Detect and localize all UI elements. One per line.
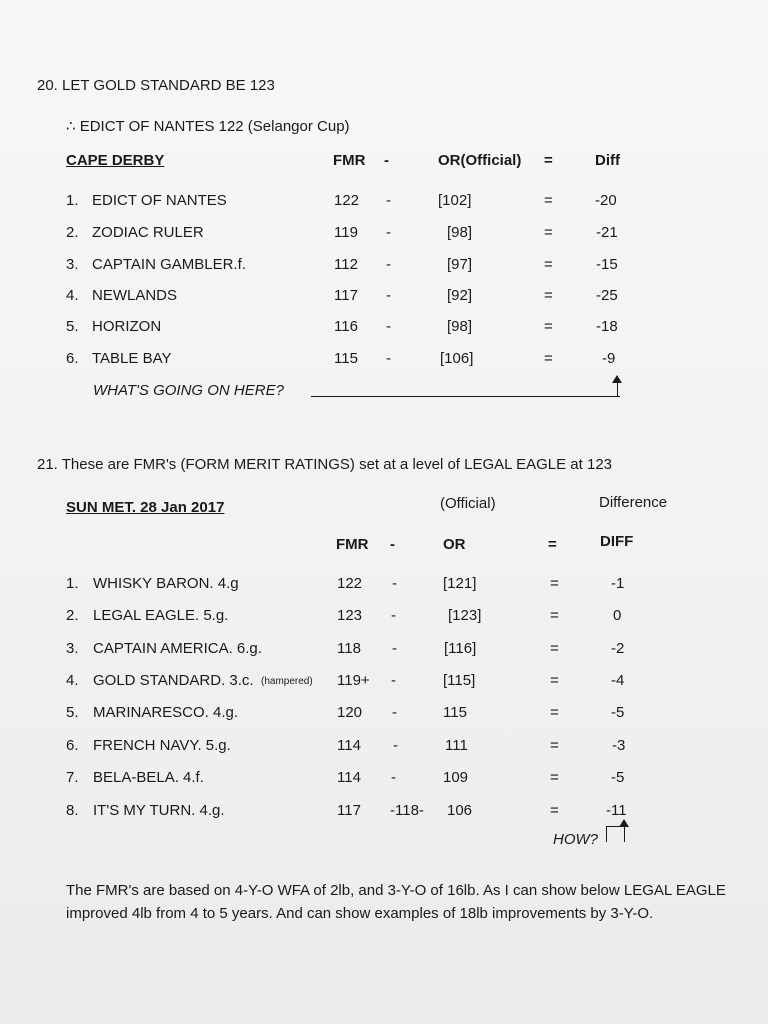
equals-sign: = — [550, 607, 559, 624]
equals-sign: = — [544, 192, 553, 209]
fmr-value: 123 — [337, 607, 363, 624]
equals-sign: = — [550, 704, 559, 721]
dash-value: - — [392, 640, 397, 657]
row-number: 6. — [66, 350, 79, 367]
difference-subheader: Difference — [599, 494, 668, 511]
row-number: 4. — [66, 672, 79, 689]
fmr-value: 117 — [337, 802, 361, 819]
what-going-on-question: WHAT'S GOING ON HERE? — [93, 382, 284, 399]
horse-name: GOLD STANDARD. 3.c. — [93, 672, 254, 689]
diff-value: 0 — [613, 607, 622, 624]
horse-name: EDICT OF NANTES — [92, 192, 227, 209]
equals-sign: = — [544, 287, 553, 304]
table-row — [0, 224, 768, 244]
col-dash-header: - — [384, 152, 389, 169]
or-value: [98] — [447, 318, 473, 335]
equals-sign: = — [544, 256, 553, 273]
dash-value: - — [386, 287, 391, 304]
horse-name: HORIZON — [92, 318, 162, 335]
horse-name: LEGAL EAGLE. 5.g. — [93, 607, 229, 624]
col-or-header-21: OR — [443, 536, 466, 553]
or-value: [106] — [440, 350, 474, 367]
dash-value: - — [391, 769, 396, 786]
dash-value: - — [391, 672, 396, 689]
row-number: 2. — [66, 224, 79, 241]
diff-value: -11 — [606, 802, 627, 819]
row-number: 1. — [66, 575, 79, 592]
col-diff-header: Diff — [595, 152, 620, 169]
diff-value: -4 — [611, 672, 625, 689]
arrow-head-icon-2 — [619, 819, 629, 827]
table-row — [0, 802, 768, 822]
row-number: 5. — [66, 318, 79, 335]
table-row — [0, 769, 768, 789]
how-question: HOW? — [553, 831, 598, 848]
dash-value: - — [392, 575, 397, 592]
fmr-value: 122 — [337, 575, 363, 592]
diff-value: -21 — [596, 224, 618, 241]
equals-sign: = — [550, 575, 559, 592]
table-row — [0, 704, 768, 724]
horse-name: TABLE BAY — [92, 350, 172, 367]
diff-value: -5 — [611, 704, 625, 721]
col-fmr-header: FMR — [333, 152, 366, 169]
table-row — [0, 737, 768, 757]
col-fmr-header-21: FMR — [336, 536, 369, 553]
equals-sign: = — [544, 318, 553, 335]
equals-sign: = — [550, 802, 559, 819]
horse-name: CAPTAIN GAMBLER.f. — [92, 256, 246, 273]
fmr-value: 114 — [337, 737, 361, 754]
or-value: [98] — [447, 224, 473, 241]
table-row — [0, 192, 768, 212]
arrow-head-icon — [612, 375, 622, 383]
dash-value: - — [386, 192, 391, 209]
equals-sign: = — [544, 224, 553, 241]
table-row — [0, 256, 768, 276]
fmr-value: 112 — [334, 256, 358, 273]
horse-name: BELA-BELA. 4.f. — [93, 769, 204, 786]
row-number: 6. — [66, 737, 79, 754]
or-value: 109 — [443, 769, 469, 786]
or-value: [92] — [447, 287, 473, 304]
equals-sign: = — [544, 350, 553, 367]
fmr-value: 119 — [334, 224, 358, 241]
table-row — [0, 287, 768, 307]
horse-name: NEWLANDS — [92, 287, 178, 304]
diff-value: -25 — [596, 287, 618, 304]
row-number: 7. — [66, 769, 79, 786]
dash-value: - — [391, 607, 396, 624]
equals-sign: = — [550, 769, 559, 786]
dash-value: - — [386, 224, 391, 241]
row-number: 5. — [66, 704, 79, 721]
col-eq-header-21: = — [548, 536, 557, 553]
diff-value: -15 — [596, 256, 618, 273]
or-value: [102] — [438, 192, 472, 209]
table-row — [0, 672, 768, 692]
or-value: 106 — [447, 802, 473, 819]
bracket-line — [311, 396, 620, 397]
arrow-tail — [606, 826, 607, 842]
fmr-value: 116 — [334, 318, 358, 335]
or-value: [121] — [443, 575, 477, 592]
footer-line-1: The FMR's are based on 4-Y-O WFA of 2lb, and 3-Y-O of 16lb. As I can show below LEGAL EAGLE — [66, 882, 726, 899]
fmr-value: 115 — [334, 350, 358, 367]
dash-value: - — [386, 350, 391, 367]
diff-value: -3 — [612, 737, 626, 754]
col-eq-header: = — [544, 152, 553, 169]
or-value: [116] — [444, 640, 477, 657]
col-diff-header-21: DIFF — [600, 533, 634, 550]
equals-sign: = — [550, 737, 559, 754]
row-note: (hampered) — [261, 676, 313, 687]
arrow-up-icon-2 — [624, 826, 625, 842]
dash-value: - — [393, 737, 398, 754]
section-20-heading: 20. LET GOLD STANDARD BE 123 — [37, 77, 275, 94]
footer-line-2: improved 4lb from 4 to 5 years. And can show examples of 18lb improvements by 3-Y-O. — [66, 905, 654, 922]
fmr-value: 120 — [337, 704, 363, 721]
sun-met-title: SUN MET. 28 Jan 2017 — [66, 499, 225, 516]
or-value: [97] — [447, 256, 473, 273]
cape-derby-title: CAPE DERBY — [66, 152, 165, 169]
row-number: 3. — [66, 640, 79, 657]
horse-name: MARINARESCO. 4.g. — [93, 704, 239, 721]
horse-name: CAPTAIN AMERICA. 6.g. — [93, 640, 262, 657]
table-row — [0, 350, 768, 370]
row-number: 4. — [66, 287, 79, 304]
row-number: 1. — [66, 192, 79, 209]
horse-name: FRENCH NAVY. 5.g. — [93, 737, 231, 754]
official-subheader: (Official) — [440, 495, 496, 512]
col-or-header: OR(Official) — [438, 152, 522, 169]
fmr-value: 118 — [337, 640, 361, 657]
table-row — [0, 575, 768, 595]
table-row — [0, 640, 768, 660]
or-value: 111 — [445, 737, 468, 754]
row-number: 2. — [66, 607, 79, 624]
diff-value: -2 — [611, 640, 625, 657]
diff-value: -9 — [602, 350, 616, 367]
or-value: 115 — [443, 704, 467, 721]
arrow-up-icon — [617, 381, 618, 396]
table-row — [0, 607, 768, 627]
or-value: [123] — [448, 607, 482, 624]
dash-value: -118- — [390, 802, 424, 819]
diff-value: -1 — [611, 575, 625, 592]
fmr-value: 114 — [337, 769, 361, 786]
horse-name: WHISKY BARON. 4.g — [93, 575, 239, 592]
table-row — [0, 318, 768, 338]
section-21-heading: 21. These are FMR's (FORM MERIT RATINGS) set at a level of LEGAL EAGLE at 123 — [37, 456, 613, 473]
diff-value: -18 — [596, 318, 618, 335]
dash-value: - — [392, 704, 397, 721]
dash-value: - — [386, 256, 391, 273]
row-number: 3. — [66, 256, 79, 273]
fmr-value: 117 — [334, 287, 358, 304]
equals-sign: = — [550, 672, 559, 689]
col-dash-header-21: - — [390, 536, 395, 553]
fmr-value: 122 — [334, 192, 360, 209]
dash-value: - — [386, 318, 391, 335]
equals-sign: = — [550, 640, 559, 657]
diff-value: -5 — [611, 769, 625, 786]
row-number: 8. — [66, 802, 79, 819]
horse-name: IT'S MY TURN. 4.g. — [93, 802, 225, 819]
horse-name: ZODIAC RULER — [92, 224, 204, 241]
therefore-line: ∴ EDICT OF NANTES 122 (Selangor Cup) — [66, 118, 350, 135]
fmr-value: 119+ — [337, 672, 370, 689]
or-value: [115] — [443, 672, 476, 689]
diff-value: -20 — [595, 192, 617, 209]
